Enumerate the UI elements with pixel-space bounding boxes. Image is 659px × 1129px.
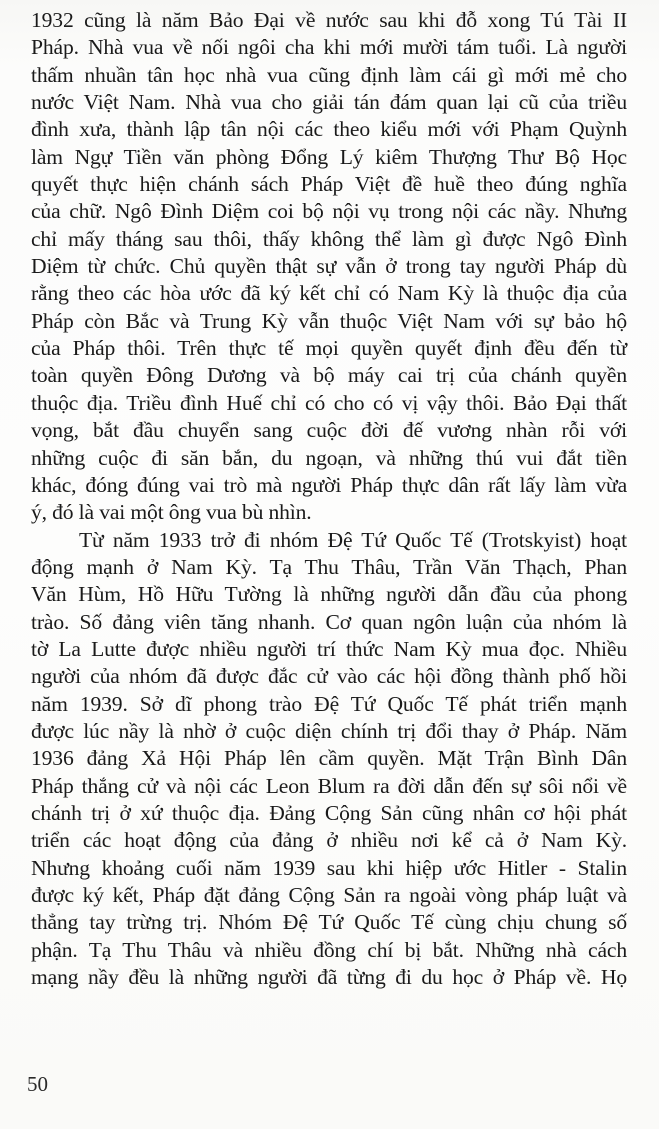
text-line: động mạnh ở Nam Kỳ. Tạ Thu Thâu, Trần Văn Thạch, Phan xyxy=(31,554,627,579)
text-line: toàn quyền Đông Dương và bộ máy cai trị của chánh quyền xyxy=(31,363,627,388)
text-line: làm Ngự Tiền văn phòng Đổng Lý kiêm Thượng Thư Bộ Học xyxy=(31,144,627,169)
text-line: ý, đó là vai một ông vua bù nhìn. xyxy=(31,500,312,525)
text-line: của chữ. Ngô Đình Diệm coi bộ nội vụ trong nội các nầy. Nhưng xyxy=(31,199,627,224)
text-line: Pháp còn Bắc và Trung Kỳ vẫn thuộc Việt Nam với sự bảo hộ xyxy=(31,308,627,333)
text-line: 1936 đảng Xả Hội Pháp lên cầm quyền. Mặt Trận Bình Dân xyxy=(31,746,627,771)
text-line: rằng theo các hòa ước đã ký kết chỉ có Nam Kỳ là thuộc địa của xyxy=(31,281,627,306)
text-line: chỉ mấy tháng sau thôi, thấy không thể làm gì được Ngô Đình xyxy=(31,226,627,251)
text-line: 1932 cũng là năm Bảo Đại về nước sau khi đỗ xong Tú Tài II xyxy=(31,8,627,32)
text-line: phận. Tạ Thu Thâu và nhiều đồng chí bị bắt. Những nhà cách xyxy=(31,937,627,962)
text-line: khác, đóng đúng vai trò mà người Pháp thực dân rất lấy làm vừa xyxy=(31,472,627,497)
text-line: Pháp thắng cử và nội các Leon Blum ra đời dẫn đến sự sôi nổi về xyxy=(31,773,627,798)
text-line: Nhưng khoảng cuối năm 1939 sau khi hiệp ước Hitler - Stalin xyxy=(31,855,627,880)
text-line: những cuộc đi săn bắn, du ngoạn, và những thú vui đắt tiền xyxy=(31,445,627,470)
text-line: triển các hoạt động của đảng ở nhiều nơi kể cả ở Nam Kỳ. xyxy=(31,828,627,853)
text-line: tờ La Lutte được nhiều người trí thức Nam Kỳ mua đọc. Nhiều xyxy=(31,636,627,661)
text-line: thuộc địa. Triều đình Huế chỉ có cho có vị vậy thôi. Bảo Đại thất xyxy=(31,390,627,415)
text-line: đình xưa, thành lập tân nội các theo kiểu mới với Phạm Quỳnh xyxy=(31,117,627,142)
text-line: Từ năm 1933 trở đi nhóm Đệ Tứ Quốc Tế (Trotskyist) hoạt xyxy=(79,527,627,552)
paragraph-1 xyxy=(31,7,627,527)
text-line: thẳng tay trừng trị. Nhóm Đệ Tứ Quốc Tế cùng chịu chung số xyxy=(31,910,627,935)
paragraph-2 xyxy=(31,527,627,992)
text-line: của Pháp thôi. Trên thực tế mọi quyền quyết định đều đến từ xyxy=(31,336,627,361)
text-line: Diệm từ chức. Chủ quyền thật sự vẫn ở trong tay người Pháp dù xyxy=(31,254,627,279)
text-line: chánh trị ở xứ thuộc địa. Đảng Cộng Sản cũng nhân cơ hội phát xyxy=(31,800,627,825)
text-line: mạng nầy đều là những người đã từng đi du học ở Pháp về. Họ xyxy=(31,965,627,990)
text-line: trào. Số đảng viên tăng nhanh. Cơ quan ngôn luận của nhóm là xyxy=(31,609,627,634)
text-line: được ký kết, Pháp đặt đảng Cộng Sản ra ngoài vòng pháp luật và xyxy=(31,883,627,907)
text-line: quyết thực hiện chánh sách Pháp Việt đề huề theo đúng nghĩa xyxy=(31,172,627,197)
text-line: người của nhóm đã được đắc cử vào các hội đồng thành phố hồi xyxy=(31,664,627,689)
text-line: Pháp. Nhà vua về nối ngôi cha khi mới mười tám tuổi. Là người xyxy=(31,35,627,60)
text-line: vọng, bắt đầu chuyển sang cuộc đời đế vương nhàn rỗi với xyxy=(31,418,627,443)
text-line: năm 1939. Sở dĩ phong trào Đệ Tứ Quốc Tế phát triển mạnh xyxy=(31,691,627,716)
page-number: 50 xyxy=(27,1072,48,1096)
text-line: Văn Hùm, Hồ Hữu Tường là những người dẫn đầu của phong xyxy=(31,582,627,607)
text-line: nước Việt Nam. Nhà vua cho giải tán đám quan lại cũ của triều xyxy=(31,90,627,115)
text-line: được lúc nầy là nhờ ở cuộc diện chính trị đổi thay ở Pháp. Năm xyxy=(31,718,627,743)
text-line: thấm nhuần tân học nhà vua cũng định làm cái gì mới mẻ cho xyxy=(31,62,627,87)
body-text xyxy=(31,7,627,991)
